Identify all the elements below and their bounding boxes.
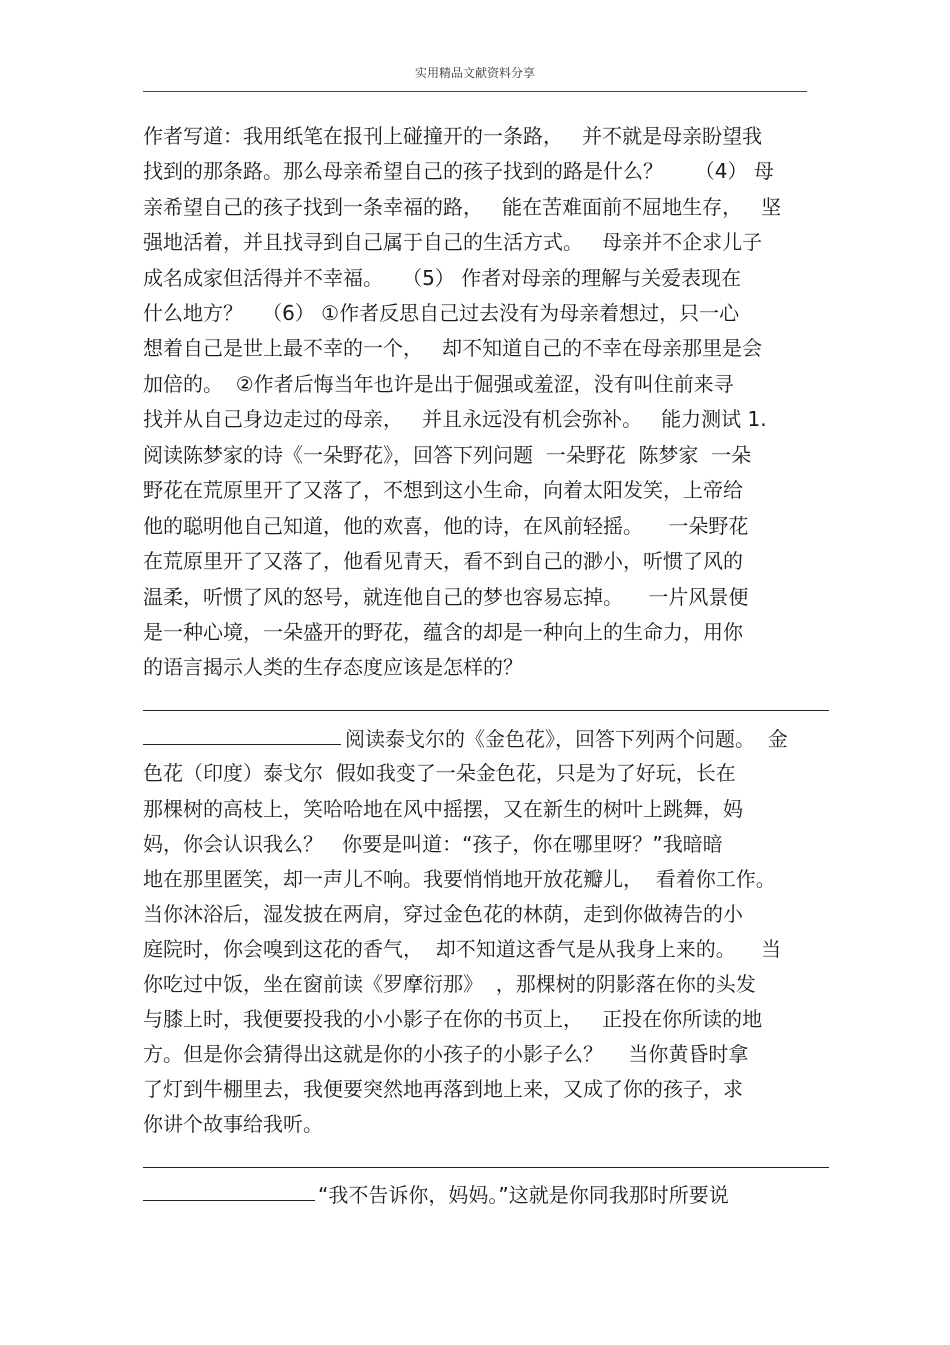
header-divider (143, 91, 807, 92)
text-line: 成名成家但活得并不幸福。 （5） 作者对母亲的理解与关爱表现在 (143, 266, 742, 290)
text-line: 找并从自己身边走过的母亲， 并且永远没有机会弥补。 能力测试 1. (143, 407, 767, 431)
text-line: 的语言揭示人类的生存态度应该是怎样的？ (143, 655, 523, 679)
text-line: 阅读泰戈尔的《金色花》，回答下列两个问题。 金 (345, 727, 788, 751)
answer-blank-line (143, 710, 829, 711)
text-line: 你讲个故事给我听。 (143, 1112, 323, 1136)
text-line: 你吃过中饭，坐在窗前读《罗摩衍那》 ，那棵树的阴影落在你的头发 (143, 972, 756, 996)
page-header: 实用精品文献资料分享 (414, 66, 535, 80)
text-line: 妈，你会认识我么？ 你要是叫道：“孩子，你在哪里呀？”我暗暗 (143, 832, 723, 856)
text-line: 他的聪明他自己知道，他的欢喜，他的诗，在风前轻摇。 一朵野花 (143, 514, 749, 538)
text-line: 在荒原里开了又落了，他看见青天，看不到自己的渺小，听惯了风的 (143, 549, 743, 573)
answer-blank-short (143, 1200, 315, 1201)
text-line: 找到的那条路。那么母亲希望自己的孩子找到的路是什么？ （4） 母 (143, 159, 774, 183)
text-line: 什么地方？ （6） ①作者反思自己过去没有为母亲着想过，只一心 (143, 301, 740, 325)
text-line: 亲希望自己的孩子找到一条幸福的路， 能在苦难面前不屈地生存， 坚 (143, 195, 782, 219)
answer-blank-short (143, 744, 341, 745)
text-line: 作者写道：我用纸笔在报刊上碰撞开的一条路， 并不就是母亲盼望我 (143, 124, 763, 148)
text-line: 那棵树的高枝上，笑哈哈地在风中摇摆，又在新生的树叶上跳舞，妈 (143, 797, 743, 821)
text-line: 想着自己是世上最不幸的一个， 却不知道自己的不幸在母亲那里是会 (143, 336, 763, 360)
text-line: 阅读陈梦家的诗《一朵野花》，回答下列问题 一朵野花 陈梦家 一朵 (143, 443, 752, 467)
text-line: 庭院时，你会嗅到这花的香气， 却不知道这香气是从我身上来的。 当 (143, 937, 782, 961)
answer-blank-line (143, 1167, 829, 1168)
text-line: 了灯到牛棚里去，我便要突然地再落到地上来，又成了你的孩子，求 (143, 1077, 743, 1101)
text-line: 当你沐浴后，湿发披在两肩，穿过金色花的林荫，走到你做祷告的小 (143, 902, 743, 926)
text-line: 是一种心境，一朵盛开的野花，蕴含的却是一种向上的生命力，用你 (143, 620, 743, 644)
text-line: 加倍的。 ②作者后悔当年也许是出于倔强或羞涩，没有叫住前来寻 (143, 372, 734, 396)
text-line: 温柔，听惯了风的怒号，就连他自己的梦也容易忘掉。 一片风景便 (143, 585, 749, 609)
text-line: 野花在荒原里开了又落了，不想到这小生命，向着太阳发笑，上帝给 (143, 478, 743, 502)
text-line: 色花（印度）泰戈尔 假如我变了一朵金色花，只是为了好玩，长在 (143, 761, 736, 785)
text-line: 方。但是你会猜得出这就是你的小孩子的小影子么？ 当你黄昏时拿 (143, 1042, 749, 1066)
text-line: 地在那里匿笑，却一声儿不响。我要悄悄地开放花瓣儿， 看着你工作。 (143, 867, 776, 891)
text-line: 与膝上时，我便要投我的小小影子在你的书页上， 正投在你所读的地 (143, 1007, 763, 1031)
text-line: “我不告诉你，妈妈。”这就是你同我那时所要说 (318, 1183, 729, 1207)
text-line: 强地活着，并且找寻到自己属于自己的生活方式。 母亲并不企求儿子 (143, 230, 763, 254)
